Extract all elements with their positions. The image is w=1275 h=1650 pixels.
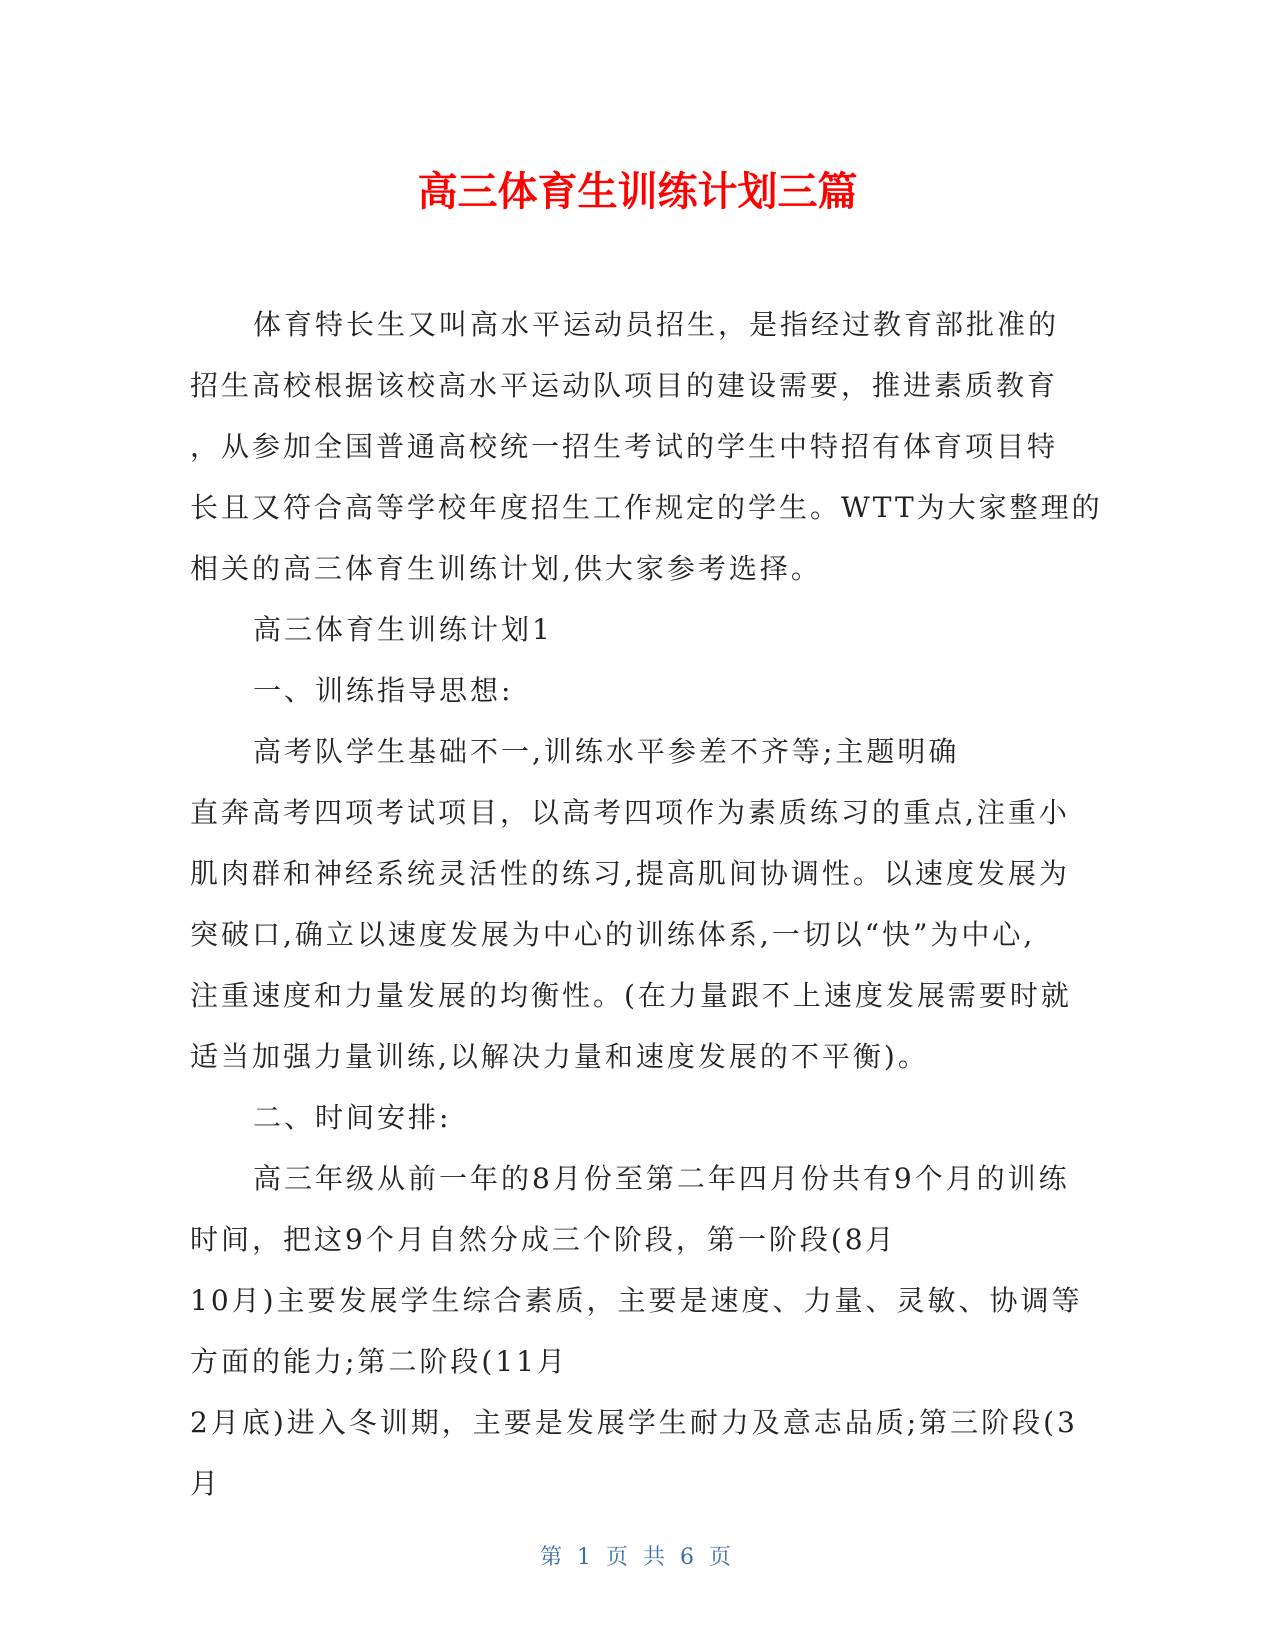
body-line: 方面的能力;第二阶段(11月 — [190, 1345, 568, 1378]
body-line: 时间，把这9个月自然分成三个阶段，第一阶段(8月 — [190, 1223, 897, 1256]
document-title: 高三体育生训练计划三篇 — [417, 169, 858, 215]
body-line: 高考队学生基础不一,训练水平参差不齐等;主题明确 — [253, 735, 960, 768]
body-line: 相关的高三体育生训练计划,供大家参考选择。 — [190, 552, 822, 585]
body-line: 长且又符合高等学校年度招生工作规定的学生。WTT为大家整理的 — [190, 491, 1103, 524]
section-heading: 一、训练指导思想: — [253, 674, 514, 707]
body-line: 注重速度和力量发展的均衡性。(在力量跟不上速度发展需要时就 — [190, 979, 1072, 1012]
section-heading: 高三体育生训练计划1 — [253, 613, 553, 646]
section-heading: 二、时间安排: — [253, 1101, 452, 1134]
body-line: ，从参加全国普通高校统一招生考试的学生中特招有体育项目特 — [190, 430, 1059, 463]
body-line: 月 — [190, 1467, 222, 1500]
body-line: 适当加强力量训练,以解决力量和速度发展的不平衡)。 — [190, 1040, 929, 1073]
body-line: 体育特长生又叫高水平运动员招生，是指经过教育部批准的 — [253, 308, 1060, 341]
document-body — [190, 294, 1103, 1514]
page-number-footer: 第 1 页 共 6 页 — [540, 1545, 735, 1570]
body-line: 肌肉群和神经系统灵活性的练习,提高肌间协调性。以速度发展为 — [190, 857, 1070, 890]
body-line: 2月底)进入冬训期，主要是发展学生耐力及意志品质;第三阶段(3 — [190, 1406, 1078, 1439]
body-line: 高三年级从前一年的8月份至第二年四月份共有9个月的训练 — [253, 1162, 1070, 1195]
body-line: 10月)主要发展学生综合素质，主要是速度、力量、灵敏、协调等 — [190, 1284, 1083, 1317]
body-line: 突破口,确立以速度发展为中心的训练体系,一切以“快”为中心, — [190, 918, 1036, 951]
body-line: 招生高校根据该校高水平运动队项目的建设需要，推进素质教育 — [190, 369, 1059, 402]
body-line: 直奔高考四项考试项目，以高考四项作为素质练习的重点,注重小 — [190, 796, 1070, 829]
